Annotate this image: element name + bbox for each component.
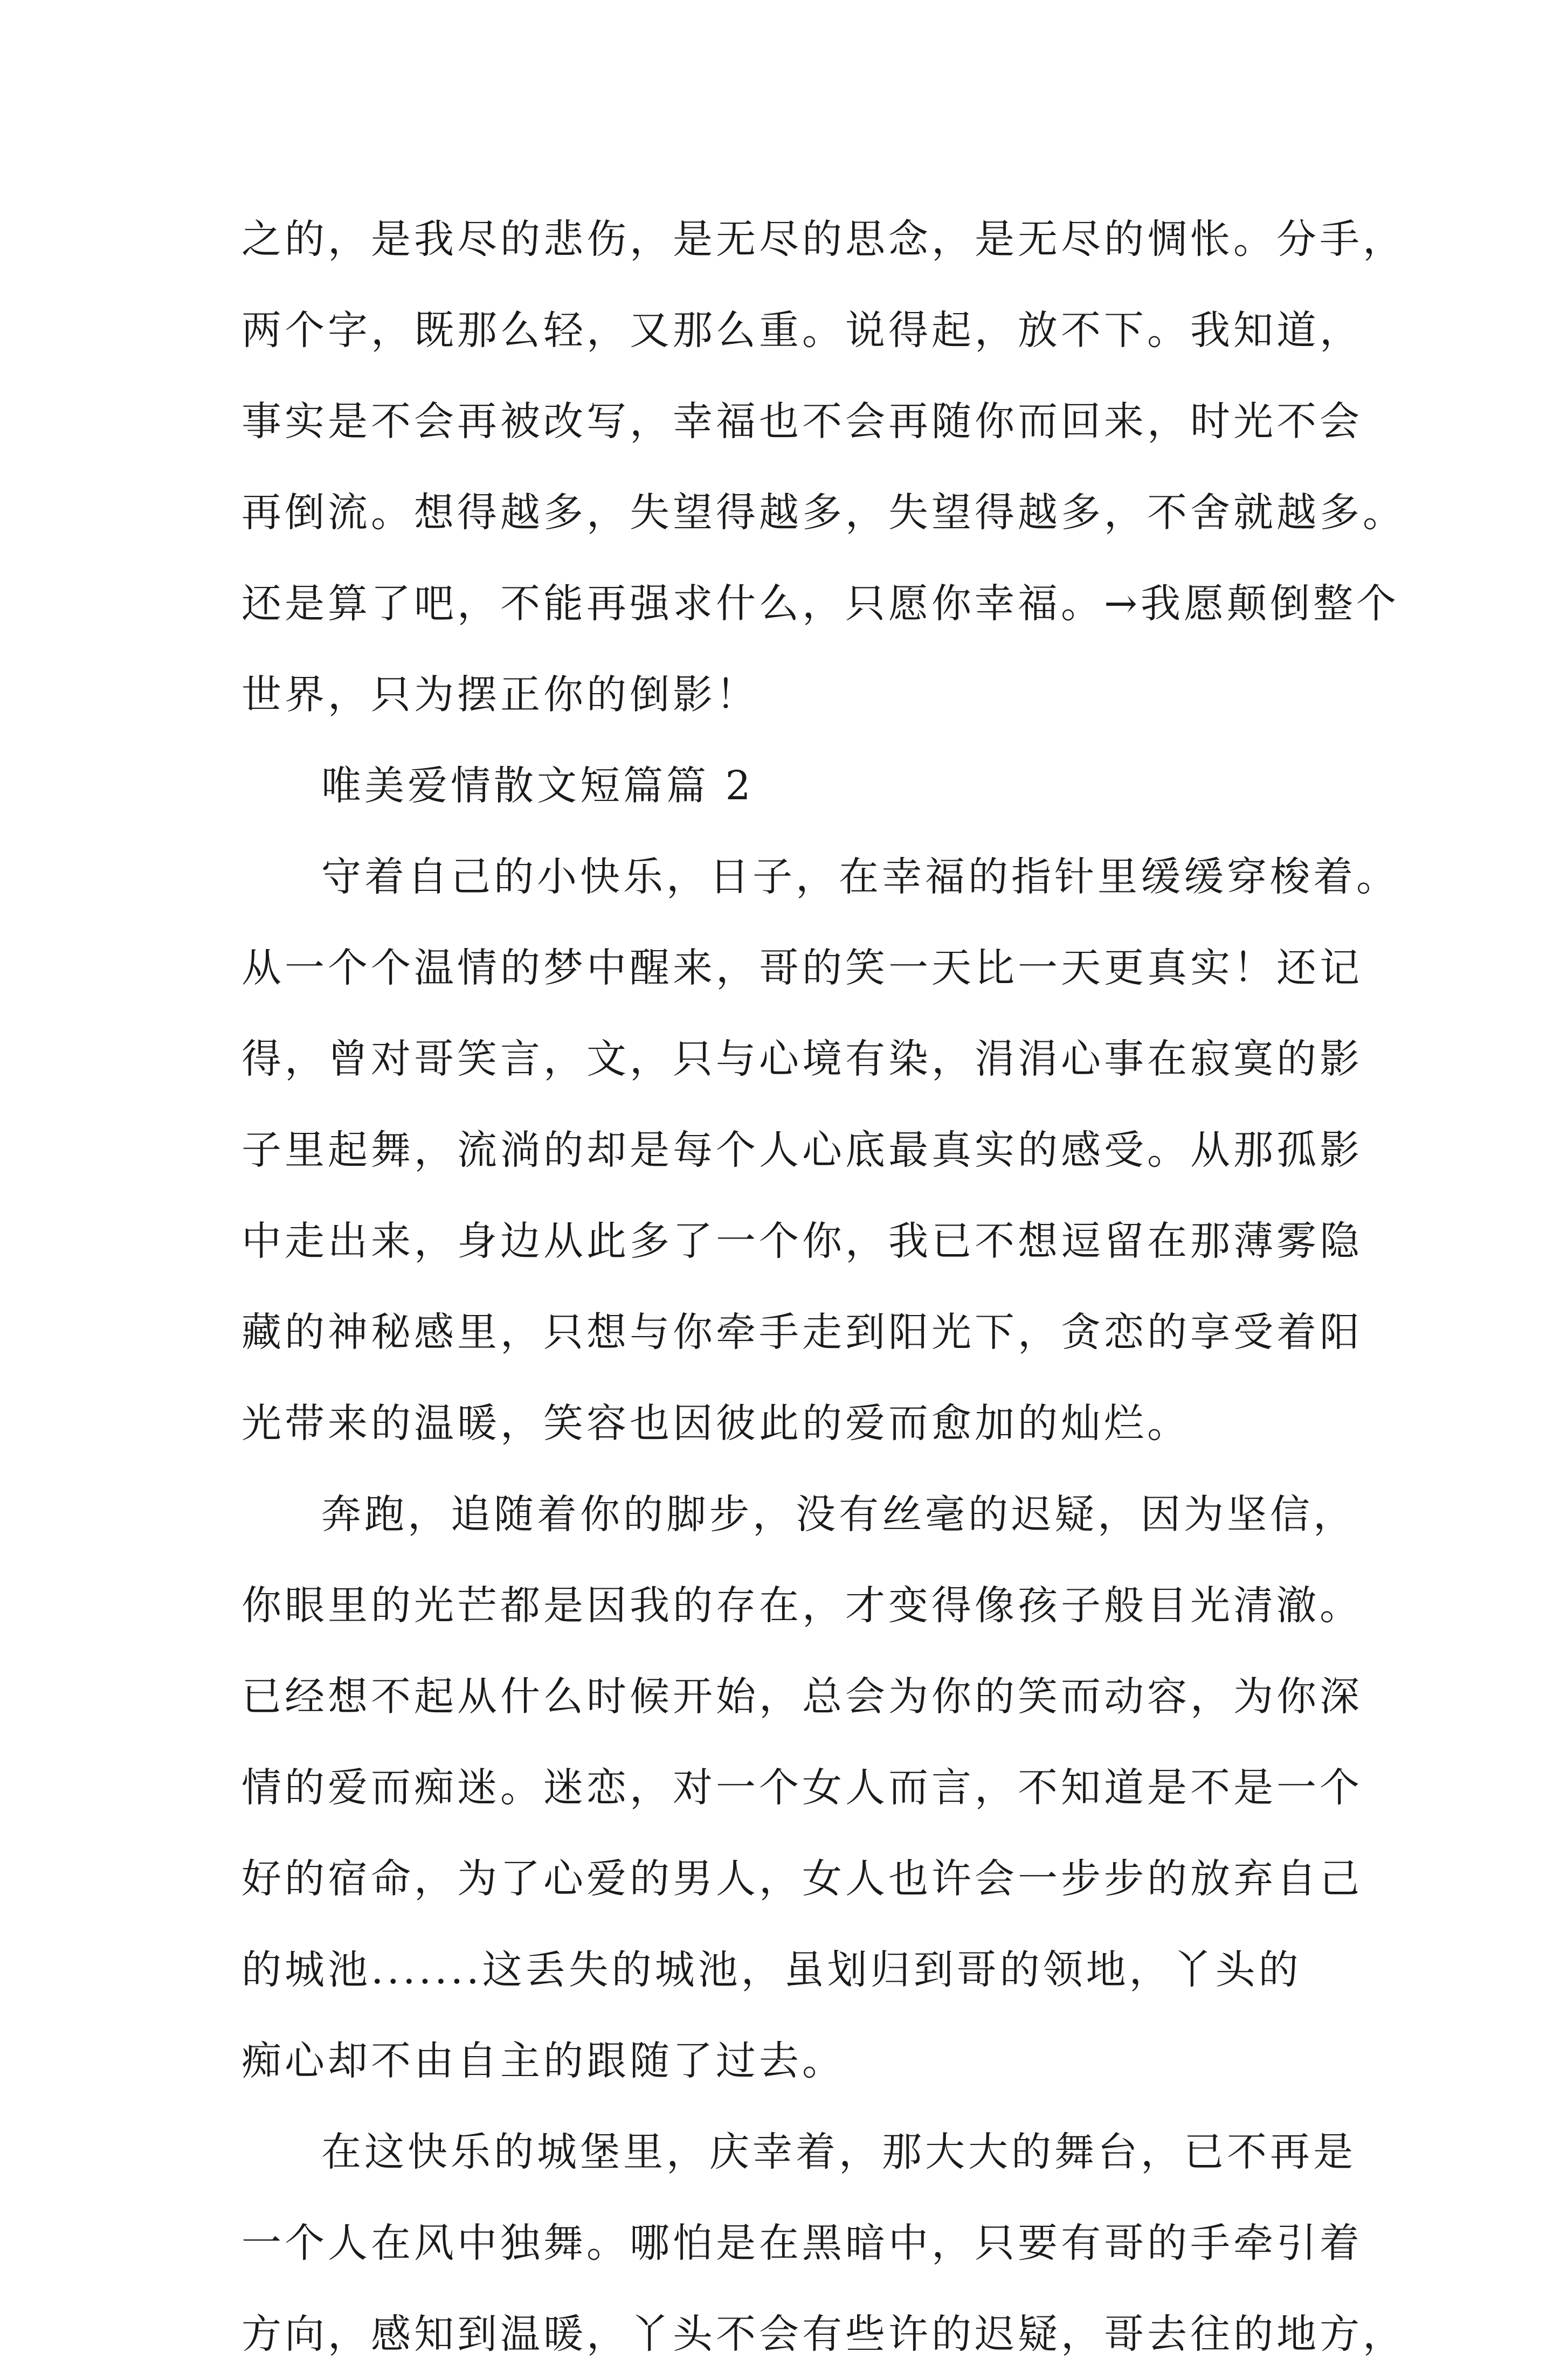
text-line: 奔跑，追随着你的脚步，没有丝毫的迟疑，因为坚信， [321, 1491, 1356, 1538]
text-line: 已经想不起从什么时候开始，总会为你的笑而动容，为你深 [241, 1673, 1363, 1720]
text-line: 事实是不会再被改写，幸福也不会再随你而回来，时光不会 [241, 398, 1363, 445]
text-line: 方向，感知到温暖，丫头不会有些许的迟疑，哥去往的地方， [241, 2311, 1406, 2357]
article-body [241, 194, 1406, 2380]
text-line: 还是算了吧，不能再强求什么，只愿你幸福。→我愿颠倒整个 [241, 580, 1400, 627]
text-line: 子里起舞，流淌的却是每个人心底最真实的感受。从那孤影 [241, 1127, 1363, 1173]
text-line: 之的，是我尽的悲伤，是无尽的思念，是无尽的惆怅。分手， [241, 216, 1406, 262]
text-line: 中走出来，身边从此多了一个你，我已不想逗留在那薄雾隐 [241, 1218, 1363, 1264]
section-heading: 唯美爱情散文短篇篇 2 [321, 763, 754, 809]
text-line: 一个人在风中独舞。哪怕是在黑暗中，只要有哥的手牵引着 [241, 2220, 1363, 2266]
text-line: 好的宿命，为了心爱的男人，女人也许会一步步的放弃自己 [241, 1856, 1363, 1902]
text-line: 两个字，既那么轻，又那么重。说得起，放不下。我知道， [241, 307, 1363, 354]
text-line: 世界，只为摆正你的倒影！ [241, 672, 759, 718]
text-line: 再倒流。想得越多，失望得越多，失望得越多，不舍就越多。 [241, 489, 1406, 536]
text-line: 从一个个温情的梦中醒来，哥的笑一天比一天更真实！还记 [241, 945, 1363, 991]
text-line: 光带来的温暖，笑容也因彼此的爱而愈加的灿烂。 [241, 1400, 1190, 1447]
text-line: 守着自己的小快乐，日子，在幸福的指针里缓缓穿梭着。 [321, 854, 1399, 900]
text-line: 藏的神秘感里，只想与你牵手走到阳光下，贪恋的享受着阳 [241, 1309, 1363, 1355]
text-line: 你眼里的光芒都是因我的存在，才变得像孩子般目光清澈。 [241, 1582, 1363, 1629]
text-line: 的城池.......这丢失的城池，虽划归到哥的领地，丫头的 [241, 1947, 1302, 1993]
text-line: 在这快乐的城堡里，庆幸着，那大大的舞台，已不再是 [321, 2129, 1356, 2175]
text-line: 得，曾对哥笑言，文，只与心境有染，涓涓心事在寂寞的影 [241, 1036, 1363, 1082]
text-line: 痴心却不由自主的跟随了过去。 [241, 2038, 845, 2084]
text-line: 情的爱而痴迷。迷恋，对一个女人而言，不知道是不是一个 [241, 1765, 1363, 1811]
